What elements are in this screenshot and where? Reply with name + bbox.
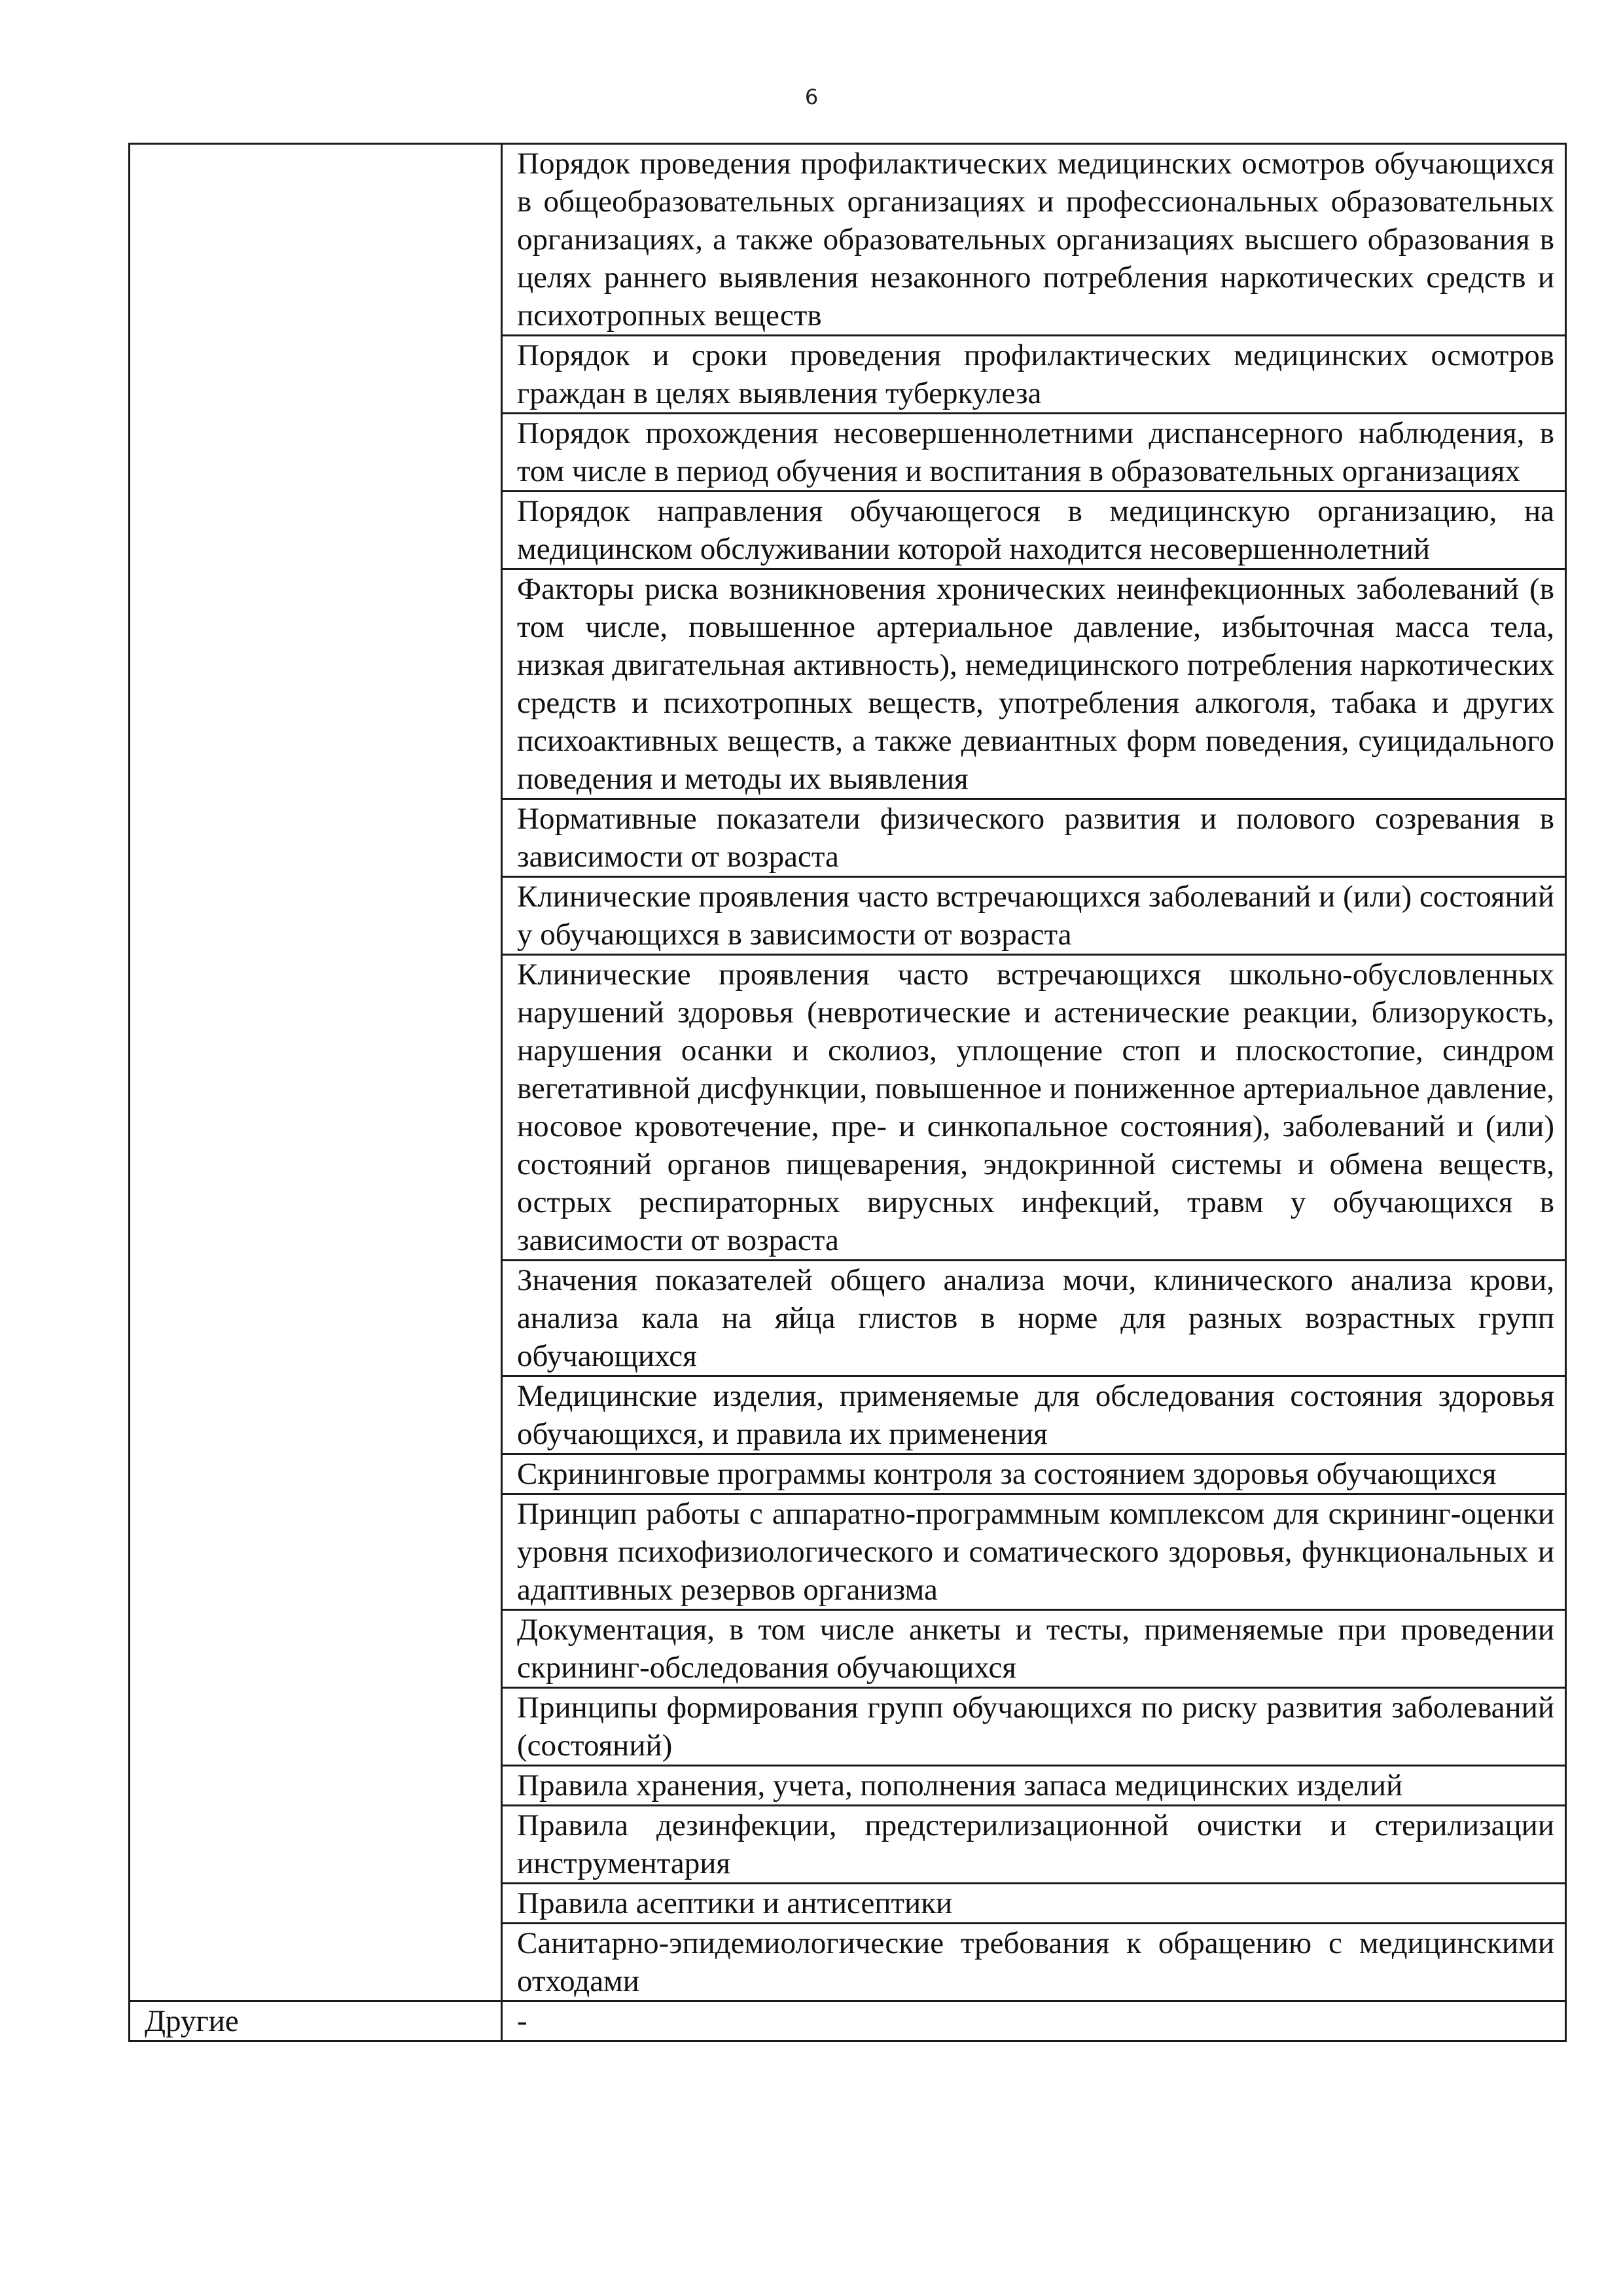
- other-label-cell: [130, 2001, 502, 2041]
- other-value: -: [517, 2004, 527, 2038]
- table-cell-text: [502, 799, 1566, 877]
- knowledge-item: Порядок направления обучающегося в медицинскую организацию, на медицинском обслуживании которой находится несовершеннолетний: [517, 494, 1554, 566]
- table-cell-text: [502, 877, 1566, 955]
- table-cell-text: [502, 1454, 1566, 1494]
- table-cell-text: [502, 569, 1566, 799]
- knowledge-item: Принцип работы с аппаратно-программным комплексом для скрининг-оценки уровня психофизиологического и соматического здоровья, функциональных и адаптивных резервов организма: [517, 1497, 1554, 1607]
- table-cell-text: [502, 1884, 1566, 1924]
- knowledge-item: Правила дезинфекции, предстерилизационной очистки и стерилизации инструментария: [517, 1808, 1554, 1880]
- knowledge-item: Клинические проявления часто встречающихся школьно-обусловленных нарушений здоровья (невротические и астенические реакции, близорукость, нарушения осанки и сколиоз, уплощение стоп и плоскостопие, синдром вегетативной дисфункции, повышенное и пониженное артериальное давление, носовое кровотечение, пре- и синкопальное состояния), заболеваний и (или) состояний органов пищеварения, эндокринной системы и обмена веществ, острых респираторных вирусных инфекций, травм у обучающихся в зависимости от возраста: [517, 958, 1554, 1257]
- table-cell-text: [502, 1261, 1566, 1376]
- table-row: [130, 144, 1566, 336]
- knowledge-item: Санитарно-эпидемиологические требования к обращению с медицинскими отходами: [517, 1926, 1554, 1998]
- page-number: 6: [804, 84, 819, 109]
- table-cell-text: [502, 955, 1566, 1261]
- table-cell-text: [502, 414, 1566, 492]
- knowledge-item: Скрининговые программы контроля за состоянием здоровья обучающихся: [517, 1457, 1497, 1491]
- table-cell-text: [502, 1924, 1566, 2001]
- table-cell-text: [502, 144, 1566, 336]
- table-left-cell-empty: [130, 144, 502, 2001]
- knowledge-item: Клинические проявления часто встречающихся заболеваний и (или) состояний у обучающихся в зависимости от возраста: [517, 880, 1554, 952]
- table-cell-text: [502, 1688, 1566, 1766]
- table-cell-text: [502, 492, 1566, 569]
- knowledge-item: Значения показателей общего анализа мочи, клинического анализа крови, анализа кала на яйца глистов в норме для разных возрастных групп обучающихся: [517, 1263, 1554, 1373]
- table-cell-text: [502, 1610, 1566, 1688]
- knowledge-item: Медицинские изделия, применяемые для обследования состояния здоровья обучающихся, и правила их применения: [517, 1379, 1554, 1451]
- knowledge-item: Правила асептики и антисептики: [517, 1886, 953, 1920]
- table-cell-text: [502, 1806, 1566, 1884]
- knowledge-item: Порядок и сроки проведения профилактических медицинских осмотров граждан в целях выявления туберкулеза: [517, 338, 1554, 410]
- table-cell-text: [502, 1494, 1566, 1610]
- knowledge-item: Принципы формирования групп обучающихся по риску развития заболеваний (состояний): [517, 1691, 1554, 1763]
- table-cell-text: [502, 1376, 1566, 1454]
- knowledge-item: Документация, в том числе анкеты и тесты, применяемые при проведении скрининг-обследования обучающихся: [517, 1613, 1554, 1685]
- knowledge-item: Порядок прохождения несовершеннолетними диспансерного наблюдения, в том числе в период обучения и воспитания в образовательных организациях: [517, 416, 1554, 488]
- knowledge-item: Нормативные показатели физического развития и полового созревания в зависимости от возраста: [517, 802, 1554, 874]
- other-value-cell: [502, 2001, 1566, 2041]
- knowledge-item: Правила хранения, учета, пополнения запаса медицинских изделий: [517, 1768, 1403, 1803]
- requirements-table: [128, 143, 1567, 2042]
- other-label: Другие: [145, 2004, 239, 2038]
- table-cell-text: [502, 1766, 1566, 1806]
- table-cell-text: [502, 336, 1566, 414]
- table-row-other: [130, 2001, 1566, 2041]
- knowledge-item: Порядок проведения профилактических медицинских осмотров обучающихся в общеобразовательных организациях и профессиональных образовательных организациях, а также образовательных организациях высшего образования в целях раннего выявления незаконного потребления наркотических средств и психотропных веществ: [517, 147, 1554, 332]
- knowledge-item: Факторы риска возникновения хронических неинфекционных заболеваний (в том числе, повышенное артериальное давление, избыточная масса тела, низкая двигательная активность), немедицинского потребления наркотических средств и психотропных веществ, употребления алкоголя, табака и других психоактивных веществ, а также девиантных форм поведения, суицидального поведения и методы их выявления: [517, 572, 1554, 796]
